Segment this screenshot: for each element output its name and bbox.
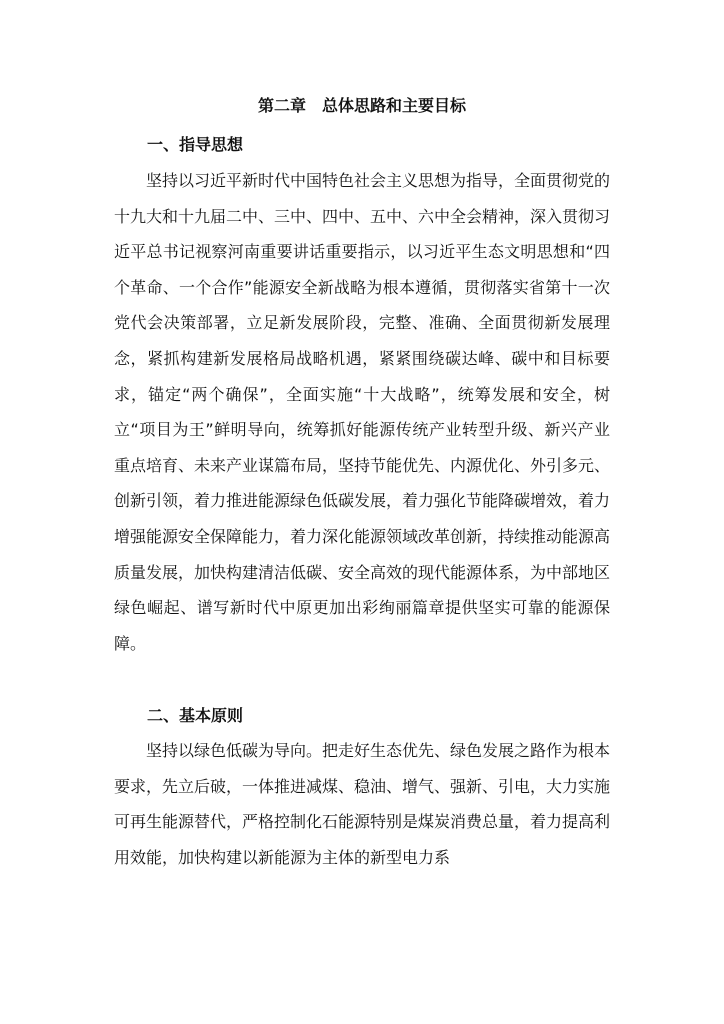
section-heading-guiding-ideology: 一、指导思想 — [147, 135, 244, 154]
chapter-title: 第二章 总体思路和主要目标 — [257, 96, 466, 115]
paragraph-guiding-ideology: 坚持以习近平新时代中国特色社会主义思想为指导，全面贯彻党的十九大和十九届二中、三中、四中、五中、六中全会精神，深入贯彻习近平总书记视察河南重要讲话重要指示，以习近平生态文明思想和“四个革命、一个合作”能源安全新战略为根本遵循，贯彻落实省第十一次党代会决策部署，立足新发展阶段，完整、准确、全面贯彻新发展理念，紧抓构建新发展格局战略机遇，紧紧围绕碳达峰、碳中和目标要求，锚定“两个确保”，全面实施“十大战略”，统筹发展和安全，树立“项目为王”鲜明导向，统筹抓好能源传统产业转型升级、新兴产业重点培育、未来产业谋篇布局，坚持节能优先、内源优化、外引多元、创新引领，着力推进能源绿色低碳发展，着力强化节能降碳增效，着力增强能源安全保障能力，着力深化能源领域改革创新，持续推动能源高质量发展，加快构建清洁低碳、安全高效的现代能源体系，为中部地区绿色崛起、谱写新时代中原更加出彩绚丽篇章提供坚实可靠的能源保障。 — [114, 171, 611, 653]
section-heading-basic-principles: 二、基本原则 — [147, 706, 244, 725]
paragraph-basic-principles: 坚持以绿色低碳为导向。把走好生态优先、绿色发展之路作为根本要求，先立后破，一体推进减煤、稳油、增气、强新、引电，大力实施可再生能源替代，严格控制化石能源特别是煤炭消费总量，着力提高利用效能，加快构建以新能源为主体的新型电力系 — [114, 741, 611, 867]
